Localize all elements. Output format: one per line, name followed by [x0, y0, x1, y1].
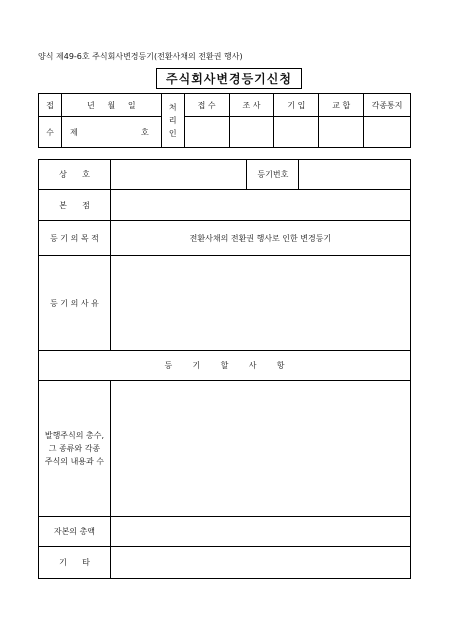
reason-field[interactable] — [110, 256, 410, 351]
reception-stamp-cell[interactable] — [184, 117, 229, 148]
shares-label — [39, 381, 111, 517]
col-reception: 접 수 — [184, 94, 229, 117]
reception-number-field[interactable] — [61, 117, 161, 148]
company-name-label: 상 호 — [39, 160, 111, 190]
investigation-stamp-cell[interactable] — [229, 117, 274, 148]
other-field[interactable] — [110, 547, 410, 579]
collation-stamp-cell[interactable] — [319, 117, 364, 148]
reception-su-label: 수 — [39, 117, 62, 148]
reason-label: 등 기 의 사 유 — [39, 256, 111, 351]
company-name-field[interactable] — [110, 160, 247, 190]
reception-date-field[interactable]: 년 월 일 — [61, 94, 161, 117]
capital-field[interactable] — [110, 517, 410, 547]
number-suffix: 호 — [141, 127, 149, 137]
handler-label-2: 리 — [168, 116, 177, 125]
shares-label-line-3: 주식의 내용과 수 — [44, 457, 105, 466]
col-collation: 교 합 — [319, 94, 364, 117]
col-entry: 기 입 — [274, 94, 319, 117]
matters-header: 등 기 할 사 항 — [39, 351, 411, 381]
reception-table — [38, 93, 411, 148]
reception-jeop-label: 접 — [39, 94, 62, 117]
shares-label-line-1: 발행주식의 총수, — [44, 431, 105, 440]
number-prefix: 제 — [69, 127, 78, 137]
notifications-stamp-cell[interactable] — [364, 117, 411, 148]
other-label: 기 타 — [39, 547, 111, 579]
registration-number-field[interactable] — [299, 160, 411, 190]
col-notifications: 각종통지 — [364, 94, 411, 117]
purpose-value: 전환사채의 전환권 행사로 인한 변경등기 — [110, 221, 410, 256]
shares-field[interactable] — [110, 381, 410, 517]
handler-label-3: 인 — [168, 129, 177, 138]
form-title: 주식회사변경등기신청 — [156, 68, 302, 89]
head-office-field[interactable] — [110, 190, 410, 221]
entry-stamp-cell[interactable] — [274, 117, 319, 148]
purpose-label: 등 기 의 목 적 — [39, 221, 111, 256]
col-investigation: 조 사 — [229, 94, 274, 117]
handler-label-1: 처 — [168, 103, 177, 112]
application-table — [38, 159, 411, 579]
handler-label — [161, 94, 184, 148]
shares-label-line-2: 그 종류와 각종 — [48, 444, 101, 453]
registration-number-label: 등기번호 — [247, 160, 299, 190]
form-code: 양식 제49-6호 주식회사변경등기(전환사채의 전환권 행사) — [38, 52, 243, 61]
capital-label: 자본의 총액 — [39, 517, 111, 547]
head-office-label: 본 점 — [39, 190, 111, 221]
